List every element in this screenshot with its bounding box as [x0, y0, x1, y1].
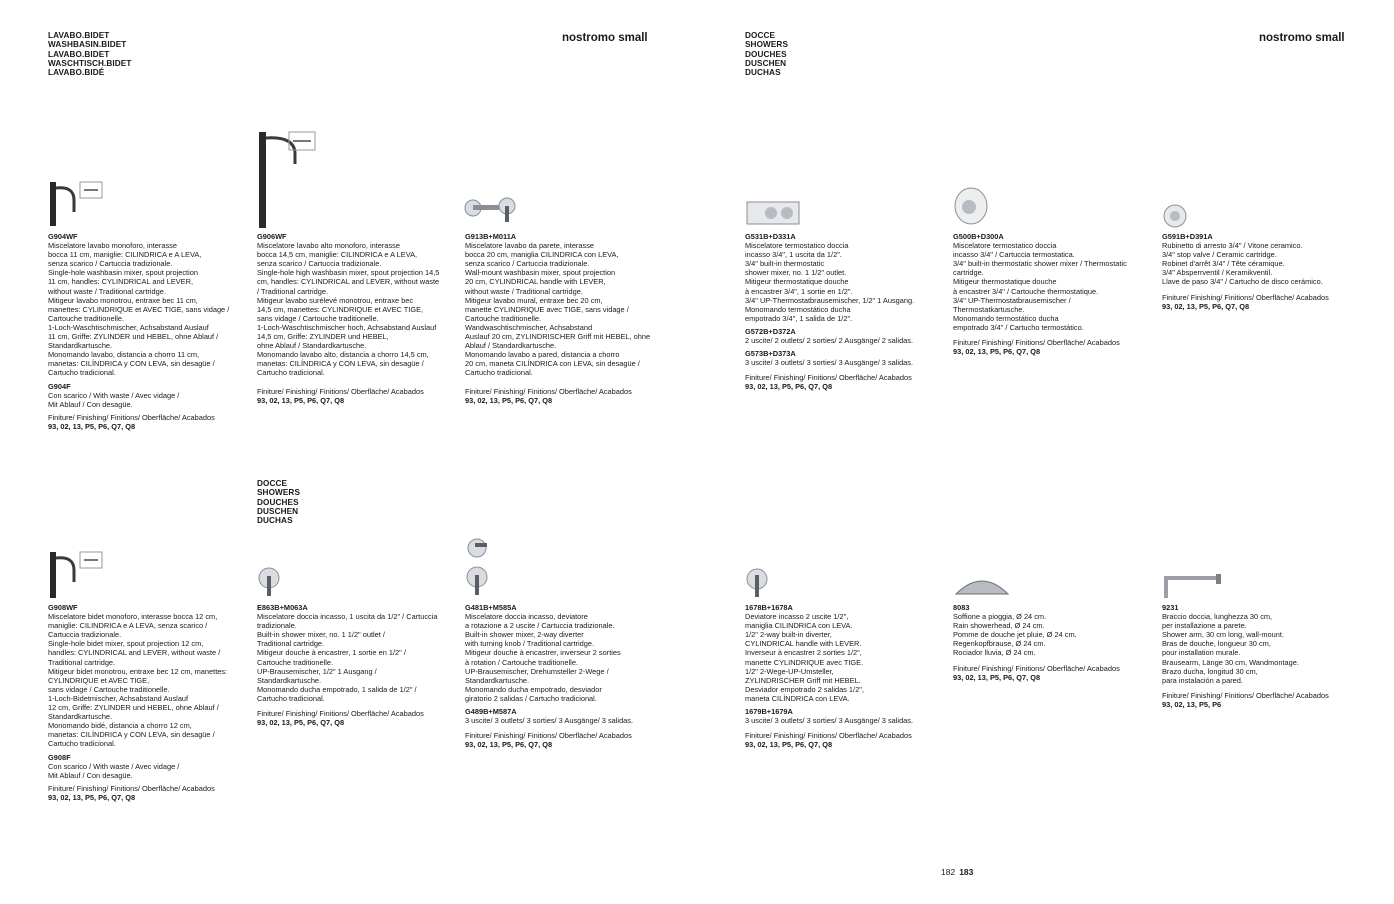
product-description: [745, 612, 913, 703]
product-code: G481B+M585A: [465, 603, 517, 612]
description-line: manette CYLINDRIQUE avec TIGE.: [745, 657, 864, 667]
description-line: à encastrer 3/4" / Cartouche thermostatique.: [953, 286, 1099, 296]
product-card: [465, 603, 633, 749]
variant: [745, 707, 913, 725]
diverter-shower-mixer-icon: [464, 537, 492, 599]
description-line: Monomando lavabo a pared, distancia a chorro: [465, 350, 620, 360]
page-numbers: [941, 867, 973, 877]
product-card: [953, 232, 1127, 356]
rain-showerhead-icon: [953, 572, 1011, 598]
description-line: 14,5 cm, Griffe: ZYLINDER und HEBEL,: [257, 332, 389, 342]
description-line: 3 uscite/ 3 outlets/ 3 sorties/ 3 Ausgänge/ 3 salidas.: [745, 358, 914, 368]
product-description: [465, 241, 650, 377]
built-in-diverter-icon: [745, 565, 771, 599]
product-code: G904WF: [48, 232, 78, 241]
product-description: [1162, 241, 1329, 286]
finishes-label: Finiture/ Finishing/ Finitions/ Oberfläche/ Acabados: [1162, 292, 1329, 302]
description-line: Con scarico / With waste / Avec vidage /: [48, 761, 180, 771]
finishes-label: Finiture/ Finishing/ Finitions/ Oberfläche/ Acabados: [745, 373, 912, 383]
description-line: CYLINDRIQUE et AVEC TIGE,: [48, 675, 150, 685]
description-line: Monomando lavabo alto, distancia a chorro 14,5 cm,: [257, 350, 429, 360]
description-line: ZYLINDRISCHER Griff mit HEBEL.: [745, 675, 861, 685]
stop-valve-icon: [1162, 203, 1190, 229]
description-line: empotrado 3/4" / Cartucho termostático.: [953, 322, 1084, 332]
category-label: LAVABO.BIDÉ: [48, 68, 105, 78]
description-line: tradizionale.: [257, 621, 297, 631]
description-line: Cartucho tradicional.: [257, 693, 325, 703]
thermostatic-panel-icon: [745, 196, 801, 228]
description-line: Rociador lluvia, Ø 24 cm.: [953, 648, 1036, 658]
category-label: SHOWERS: [257, 488, 301, 498]
description-line: 3 uscite/ 3 outlets/ 3 sorties/ 3 Ausgänge/ 3 salidas.: [465, 716, 634, 726]
description-line: Traditional cartridge.: [257, 639, 325, 649]
product-card: [48, 603, 227, 802]
description-line: 20 cm, CYLINDRICAL handle with LEVER,: [465, 277, 606, 287]
description-line: / Traditional cartridge.: [257, 286, 329, 296]
variant-code: G572B+D372A: [745, 326, 796, 336]
variant-code: G904F: [48, 381, 71, 391]
description-line: Inverseur à encastrer 2 sorties 1/2",: [745, 648, 862, 658]
product-card: [257, 232, 439, 405]
description-line: Mitigeur thermostatique douche: [745, 277, 849, 287]
product-code: G591B+D391A: [1162, 232, 1213, 241]
description-line: maneta CILÍNDRICA con LEVA.: [745, 693, 850, 703]
description-line: Mitigeur lavabo monotrou, entraxe bec 11 cm,: [48, 295, 198, 305]
bidet-mixer-icon: [46, 548, 106, 600]
category-label: DUCHAS: [745, 68, 781, 78]
description-line: Mitigeur douche à encastrer, 1 sortie en 1/2" /: [257, 648, 406, 658]
finishes-label: Finiture/ Finishing/ Finitions/ Oberfläche/ Acabados: [257, 386, 424, 396]
description-line: senza scarico / Cartuccia tradizionale.: [257, 259, 382, 269]
description-line: ohne Ablauf / Standardkartusche.: [257, 341, 367, 351]
description-line: Miscelatore doccia incasso, 1 uscita da 1/2" / Cartuccia: [257, 612, 438, 622]
description-line: Miscelatore termostatico doccia: [953, 241, 1057, 251]
description-line: à rotation / Cartouche traditionelle.: [465, 657, 578, 667]
description-line: manetas: CILÍNDRICA y CON LEVA, sin desagüe /: [48, 359, 215, 369]
description-line: handles: CYLINDRICAL and LEVER, without waste /: [48, 648, 221, 658]
description-line: Monomando ducha empotrado, desviador: [465, 684, 602, 694]
description-line: senza scarico / Cartuccia tradizionale.: [465, 259, 590, 269]
finishes-label: Finiture/ Finishing/ Finitions/ Oberfläche/ Acabados: [1162, 690, 1329, 700]
description-line: Mitigeur thermostatique douche: [953, 277, 1057, 287]
category-label: DOUCHES: [745, 49, 787, 59]
high-washbasin-mixer-icon: [255, 128, 325, 230]
description-line: per installazione a parete.: [1162, 621, 1247, 631]
description-line: 3/4" stop valve / Ceramic cartridge.: [1162, 250, 1277, 260]
description-line: without waste / Traditional cartridge.: [48, 286, 166, 296]
description-line: manettes: CYLINDRIQUE et AVEC TIGE, sans vidage /: [48, 304, 230, 314]
description-line: Miscelatore lavabo alto monoforo, interasse: [257, 241, 400, 251]
finishes-label: Finiture/ Finishing/ Finitions/ Oberfläche/ Acabados: [48, 783, 215, 793]
description-line: Bras de douche, longueur 30 cm,: [1162, 639, 1271, 649]
description-line: manette CYLINDRIQUE avec TIGE, sans vidage /: [465, 304, 629, 314]
description-line: Single-hole washbasin mixer, spout projection: [48, 268, 198, 278]
category-label: WASHBASIN.BIDET: [48, 40, 127, 50]
finishes-codes: 93, 02, 13, P5, P6, Q7, Q8: [257, 718, 345, 728]
description-line: Mitigeur lavabo surélevé monotrou, entraxe bec: [257, 295, 414, 305]
description-line: 1-Loch-Bidetmischer, Achsabstand Auslauf: [48, 693, 189, 703]
category-label: LAVABO.BIDET: [48, 49, 110, 59]
category-label: LAVABO.BIDET: [48, 31, 110, 40]
description-line: UP-Brausemischer, Drehumsteller 2-Wege /: [465, 666, 609, 676]
finishes-label: Finiture/ Finishing/ Finitions/ Oberfläche/ Acabados: [745, 731, 912, 741]
right-brand-title: nostromo small: [1259, 32, 1345, 44]
description-line: à encastrer 3/4", 1 sortie en 1/2".: [745, 286, 853, 296]
product-code: G500B+D300A: [953, 232, 1004, 241]
description-line: Mit Ablauf / Con desagüe.: [48, 399, 133, 409]
variant: [48, 753, 227, 780]
product-description: [48, 612, 227, 748]
wall-mixer-icon: [463, 194, 523, 228]
description-line: empotrado 3/4", 1 salida de 1/2".: [745, 313, 853, 323]
description-line: 3 uscite/ 3 outlets/ 3 sorties/ 3 Ausgänge/ 3 salidas.: [745, 716, 914, 726]
description-line: bocca 20 cm, maniglia CILINDRICA con LEVA,: [465, 250, 619, 260]
variant: [48, 382, 229, 409]
finishes-codes: 93, 02, 13, P5, P6, Q7, Q8: [745, 382, 833, 392]
finishes-codes: 93, 02, 13, P5, P6, Q7, Q8: [48, 421, 136, 431]
product-description: [1162, 612, 1329, 685]
description-line: Cartouche traditionelle.: [465, 313, 542, 323]
description-line: 1-Loch-Waschtischmischer, Achsabstand Auslauf: [48, 322, 209, 332]
finishes-label: Finiture/ Finishing/ Finitions/ Oberfläche/ Acabados: [953, 338, 1120, 348]
finishes-label: Finiture/ Finishing/ Finitions/ Oberfläche/ Acabados: [465, 731, 632, 741]
description-line: Rubinetto di arresto 3/4" / Vitone ceramico.: [1162, 241, 1303, 251]
category-label: DUCHAS: [257, 516, 293, 526]
description-line: cm, handles: CYLINDRICAL and LEVER, without waste: [257, 277, 440, 287]
description-line: senza scarico / Cartuccia tradizionale.: [48, 259, 173, 269]
description-line: Con scarico / With waste / Avec vidage /: [48, 390, 180, 400]
left-brand-title: nostromo small: [562, 32, 648, 44]
description-line: 3/4" UP-Thermostatbrausemischer /: [953, 295, 1071, 305]
description-line: Standardkartusche.: [48, 341, 113, 351]
product-code: 9231: [1162, 603, 1179, 612]
product-description: [257, 241, 439, 377]
product-code: G913B+M011A: [465, 232, 517, 241]
description-line: Llave de paso 3/4" / Cartucho de disco cerámico.: [1162, 277, 1323, 287]
finishes-codes: 93, 02, 13, P5, P6, Q7, Q8: [465, 395, 553, 405]
description-line: Built-in shower mixer, no. 1 1/2" outlet /: [257, 630, 385, 640]
description-line: Built-in shower mixer, 2-way diverter: [465, 630, 584, 640]
description-line: Monomando lavabo, distancia a chorro 11 cm,: [48, 350, 200, 360]
variant-code: G573B+D373A: [745, 349, 796, 359]
description-line: Braccio doccia, lunghezza 30 cm,: [1162, 612, 1273, 622]
description-line: Regenkopfbrause, Ø 24 cm.: [953, 639, 1046, 649]
description-line: sans vidage / Cartouche traditionelle.: [48, 684, 170, 694]
finishes-codes: 93, 02, 13, P5, P6: [1162, 699, 1222, 709]
description-line: Miscelatore termostatico doccia: [745, 241, 849, 251]
finishes-label: Finiture/ Finishing/ Finitions/ Oberfläche/ Acabados: [953, 663, 1120, 673]
description-line: cartridge.: [953, 268, 984, 278]
description-line: Thermostatkartusche.: [953, 304, 1025, 314]
variant-code: G908F: [48, 752, 71, 762]
description-line: manetas: CILÍNDRICA y CON LEVA, sin desagüe /: [257, 359, 424, 369]
category-label: DUSCHEN: [257, 506, 299, 516]
description-line: Ablauf / Standardkartusche.: [465, 341, 557, 351]
variant: [745, 349, 914, 367]
description-line: Brausearm, Länge 30 cm, Wandmontage.: [1162, 657, 1299, 667]
left-category-list: [48, 31, 131, 77]
finishes-codes: 93, 02, 13, P5, P6, Q7, Q8: [953, 672, 1041, 682]
description-line: 20 cm, maneta CILÍNDRICA con LEVA, sin desagüe /: [465, 359, 640, 369]
finishes-label: Finiture/ Finishing/ Finitions/ Oberfläche/ Acabados: [257, 709, 424, 719]
description-line: Standardkartusche.: [48, 712, 113, 722]
description-line: 1-Loch-Waschtischmischer hoch, Achsabstand Auslauf: [257, 322, 437, 332]
description-line: 3/4" built-in thermostatic: [745, 259, 825, 269]
description-line: Pomme de douche jet pluie, Ø 24 cm.: [953, 630, 1077, 640]
description-line: Monomando bidé, distancia a chorro 12 cm,: [48, 721, 192, 731]
description-line: Miscelatore bidet monoforo, interasse bocca 12 cm,: [48, 612, 218, 622]
description-line: Cartucho tradicional.: [48, 739, 116, 749]
description-line: a rotazione a 2 uscite / Cartuccia tradizionale.: [465, 621, 615, 631]
description-line: Cartouche traditionelle.: [257, 657, 334, 667]
description-line: bocca 14,5 cm, maniglie: CILINDRICA e A LEVA,: [257, 250, 418, 260]
description-line: maniglie: CILINDRICA e A LEVA, senza scarico /: [48, 621, 208, 631]
description-line: 11 cm, handles: CYLINDRICAL and LEVER,: [48, 277, 194, 287]
category-label: DOCCE: [745, 31, 776, 40]
docce-category-list: [257, 479, 300, 525]
page-number-right: 183: [959, 867, 974, 877]
description-line: Cartouche traditionelle.: [48, 313, 125, 323]
description-line: para instalación a pared.: [1162, 675, 1243, 685]
category-label: WASCHTISCH.BIDET: [48, 58, 132, 68]
description-line: Desviador empotrado 2 salidas 1/2",: [745, 684, 864, 694]
product-card: [48, 232, 229, 431]
product-description: [745, 241, 914, 323]
description-line: Monomando ducha empotrado, 1 salida de 1/2" /: [257, 684, 417, 694]
product-card: [745, 232, 914, 392]
category-label: DUSCHEN: [745, 58, 787, 68]
description-line: 3/4" built-in thermostatic shower mixer / Thermostatic: [953, 259, 1127, 269]
variant: [745, 327, 914, 345]
description-line: Traditional cartridge.: [48, 657, 116, 667]
description-line: Robinet d'arrêt 3/4" / Tête céramique.: [1162, 259, 1285, 269]
description-line: pour installation murale.: [1162, 648, 1241, 658]
product-card: [257, 603, 438, 727]
description-line: Monomando termostático ducha: [953, 313, 1059, 323]
description-line: CYLINDRICAL handle with LEVER.: [745, 639, 862, 649]
description-line: Mitigeur douche à encastrer, inverseur 2 sorties: [465, 648, 621, 658]
description-line: with turning knob / Traditional cartridge.: [465, 639, 594, 649]
product-card: [1162, 603, 1329, 709]
product-code: G906WF: [257, 232, 287, 241]
built-in-shower-mixer-icon: [257, 566, 281, 598]
product-code: 1678B+1678A: [745, 603, 793, 612]
description-line: Brazo ducha, longitud 30 cm,: [1162, 666, 1258, 676]
description-line: 14,5 cm, manettes: CYLINDRIQUE et AVEC TIGE,: [257, 304, 424, 314]
description-line: Miscelatore lavabo monoforo, interasse: [48, 241, 177, 251]
description-line: incasso 3/4", 1 uscita da 1/2".: [745, 250, 842, 260]
finishes-codes: 93, 02, 13, P5, P6, Q7, Q8: [465, 740, 553, 750]
category-label: DOCCE: [257, 479, 288, 488]
description-line: Single-hole bidet mixer, spout projection 12 cm,: [48, 639, 204, 649]
description-line: 11 cm, Griffe: ZYLINDER und HEBEL, ohne Ablauf /: [48, 332, 219, 342]
product-code: 8083: [953, 603, 970, 612]
variant-code: G489B+M587A: [465, 707, 517, 717]
description-line: Cartucho tradicional.: [48, 368, 116, 378]
description-line: Standardkartusche.: [257, 675, 322, 685]
description-line: 1/2" 2-way built-in diverter,: [745, 630, 832, 640]
description-line: bocca 11 cm, maniglie: CILINDRICA e A LEVA,: [48, 250, 202, 260]
finishes-codes: 93, 02, 13, P5, P6, Q7, Q8: [745, 740, 833, 750]
description-line: sans vidage / Cartouche traditionelle.: [257, 313, 379, 323]
finishes-codes: 93, 02, 13, P5, P6, Q7, Q8: [1162, 301, 1250, 311]
description-line: Cartucho tradicional.: [465, 368, 533, 378]
description-line: shower mixer, no. 1 1/2" outlet.: [745, 268, 847, 278]
description-line: 3/4" Absperrventil / Keramikventil.: [1162, 268, 1273, 278]
description-line: Rain showerhead, Ø 24 cm.: [953, 621, 1045, 631]
description-line: 2 uscite/ 2 outlets/ 2 sorties/ 2 Ausgänge/ 2 salidas.: [745, 336, 914, 346]
description-line: Standardkartusche.: [465, 675, 530, 685]
description-line: Mitigeur bidet monotrou, entraxe bec 12 cm, manettes:: [48, 666, 228, 676]
product-description: [953, 612, 1120, 657]
product-card: [745, 603, 913, 749]
description-line: Shower arm, 30 cm long, wall-mount.: [1162, 630, 1284, 640]
product-code: G531B+D331A: [745, 232, 796, 241]
thermostatic-round-icon: [953, 186, 989, 230]
description-line: Deviatore incasso 2 uscite 1/2",: [745, 612, 849, 622]
description-line: manetas: CILÍNDRICA y CON LEVA, sin desagüe /: [48, 730, 215, 740]
description-line: maniglia CILINDRICA con LEVA.: [745, 621, 853, 631]
description-line: Mit Ablauf / Con desagüe.: [48, 770, 133, 780]
product-code: E863B+M063A: [257, 603, 308, 612]
description-line: incasso 3/4" / Cartuccia termostatica.: [953, 250, 1075, 260]
product-card: [465, 232, 650, 405]
description-line: 1/2" 2-Wege-UP-Umsteller,: [745, 666, 834, 676]
description-line: giratorio 2 salidas / Cartucho tradicional.: [465, 693, 597, 703]
variant-code: 1679B+1679A: [745, 707, 793, 717]
finishes-codes: 93, 02, 13, P5, P6, Q7, Q8: [48, 792, 136, 802]
description-line: UP-Brausemischer, 1/2" 1 Ausgang /: [257, 666, 377, 676]
finishes-label: Finiture/ Finishing/ Finitions/ Oberfläche/ Acabados: [48, 412, 215, 422]
finishes-codes: 93, 02, 13, P5, P6, Q7, Q8: [953, 347, 1041, 357]
category-label: SHOWERS: [745, 40, 789, 50]
product-description: [465, 612, 633, 703]
category-label: DOUCHES: [257, 497, 299, 507]
washbasin-mixer-icon: [46, 178, 106, 228]
finishes-codes: 93, 02, 13, P5, P6, Q7, Q8: [257, 395, 345, 405]
variant: [465, 707, 633, 725]
description-line: 12 cm, Griffe: ZYLINDER und HEBEL, ohne Ablauf /: [48, 703, 219, 713]
description-line: Cartucho tradicional.: [257, 368, 325, 378]
page-number-left: 182: [941, 867, 956, 877]
description-line: 3/4" UP-Thermostatbrausemischer, 1/2" 1 Ausgang.: [745, 295, 915, 305]
description-line: Cartuccia tradizionale.: [48, 630, 122, 640]
description-line: Miscelatore lavabo da parete, interasse: [465, 241, 594, 251]
product-card: [953, 603, 1120, 682]
description-line: Soffione a pioggia, Ø 24 cm.: [953, 612, 1047, 622]
product-description: [48, 241, 229, 377]
description-line: Monomando termostático ducha: [745, 304, 851, 314]
finishes-label: Finiture/ Finishing/ Finitions/ Oberfläche/ Acabados: [465, 386, 632, 396]
shower-arm-icon: [1162, 574, 1222, 600]
description-line: Mitigeur lavabo mural, entraxe bec 20 cm,: [465, 295, 603, 305]
description-line: without waste / Traditional cartridge.: [465, 286, 583, 296]
product-description: [257, 612, 438, 703]
right-category-list: [745, 31, 788, 77]
product-card: [1162, 232, 1329, 311]
product-description: [953, 241, 1127, 332]
description-line: Single-hole high washbasin mixer, spout projection 14,5: [257, 268, 440, 278]
description-line: Wandwaschtischmischer, Achsabstand: [465, 322, 593, 332]
description-line: Auslauf 20 cm, ZYLINDRISCHER Griff mit HEBEL, ohne: [465, 332, 651, 342]
product-code: G908WF: [48, 603, 78, 612]
description-line: Miscelatore doccia incasso, deviatore: [465, 612, 588, 622]
description-line: Wall-mount washbasin mixer, spout projection: [465, 268, 616, 278]
